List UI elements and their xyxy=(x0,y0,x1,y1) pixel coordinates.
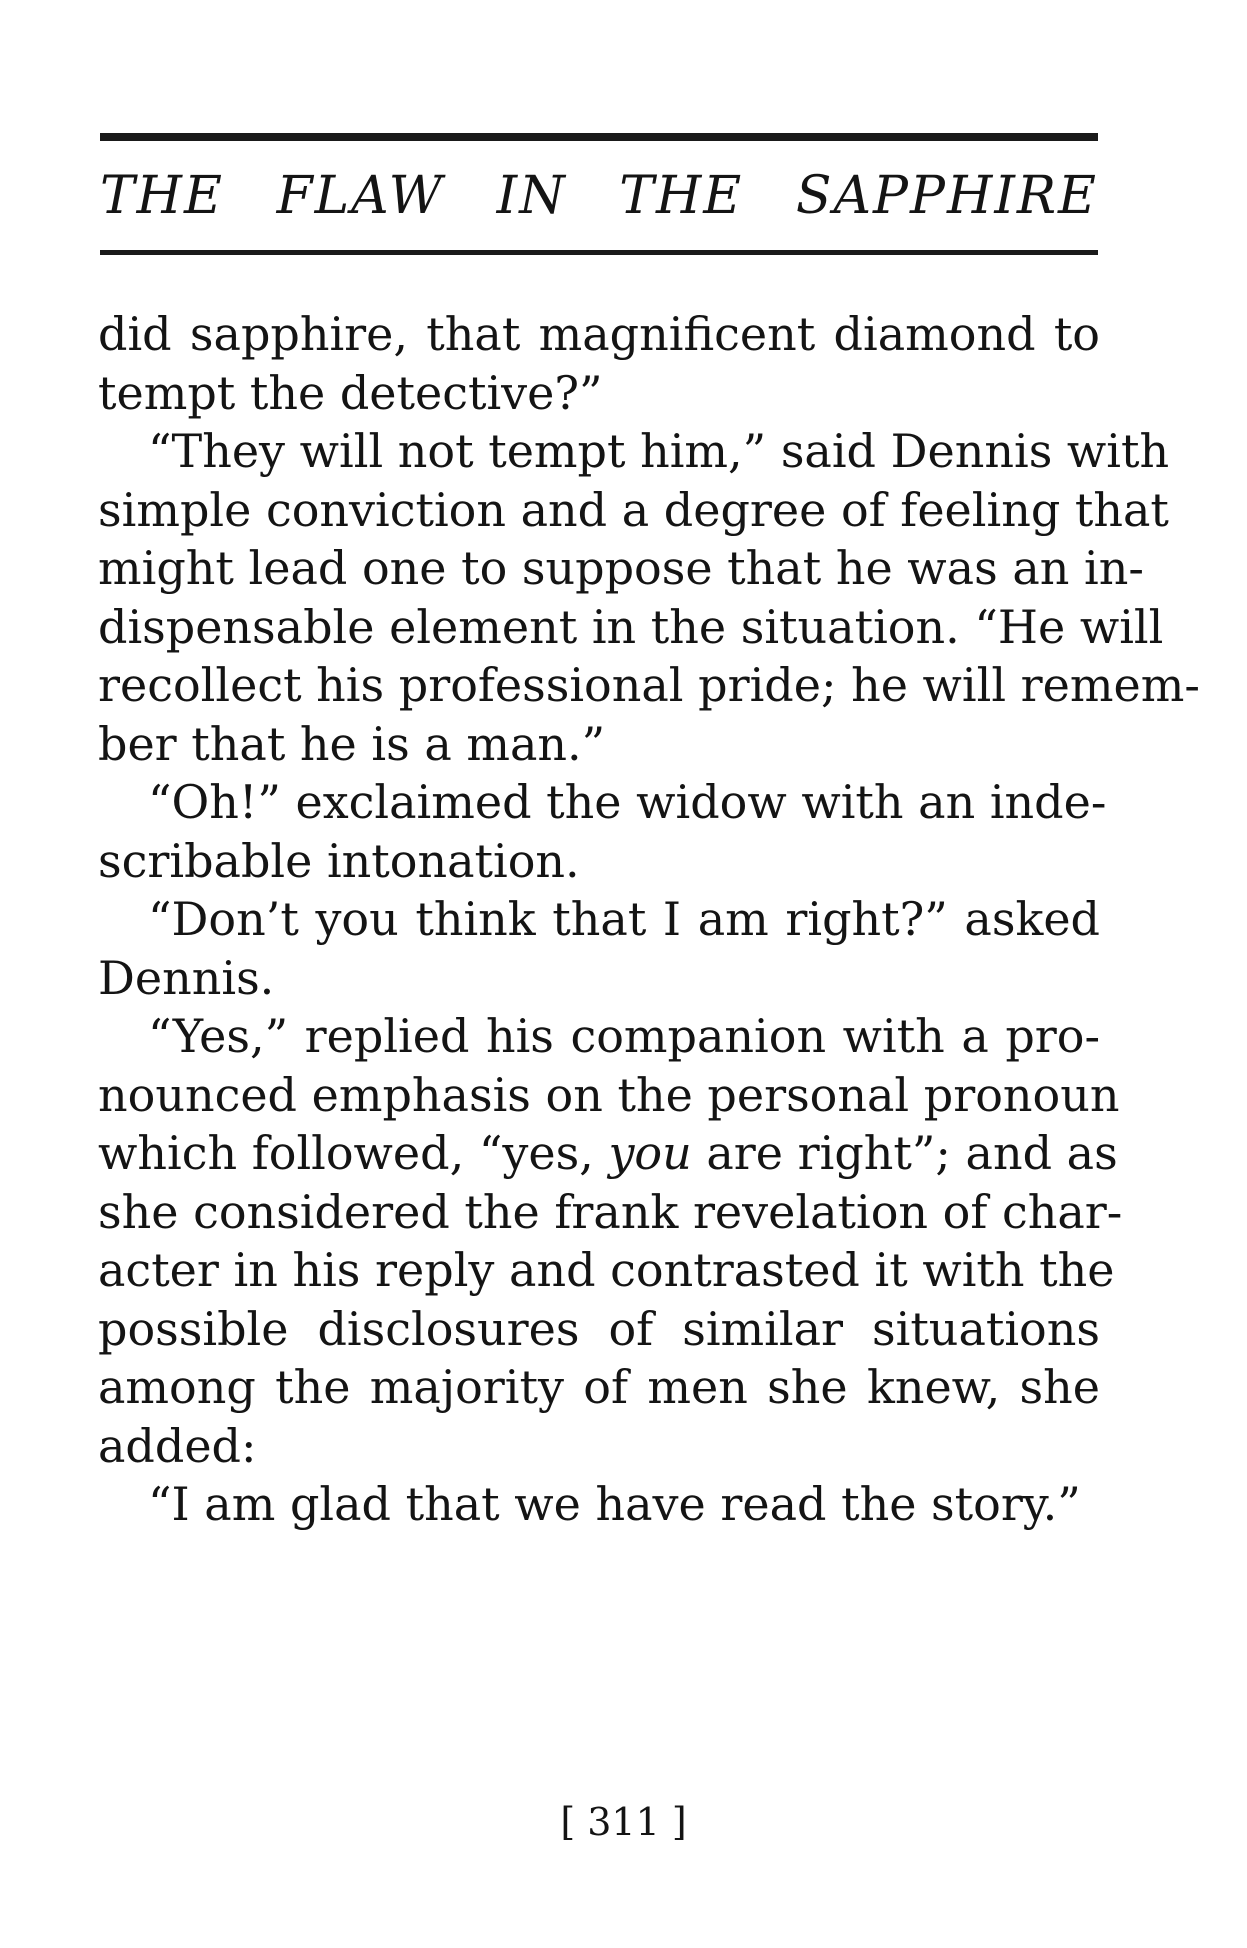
text-line: “Yes,” replied his companion with a pro- xyxy=(148,1009,1100,1063)
text-line: nounced emphasis on the personal pronoun xyxy=(98,1067,1120,1122)
italic-emphasis: you xyxy=(608,1126,692,1180)
text-line: dispensable element in the situation. “He will xyxy=(98,599,1164,654)
text-line: added: xyxy=(98,1418,257,1473)
text-line: acter in his reply and contrasted it with the xyxy=(98,1243,1115,1297)
text-line: “Don’t you think that I am right?” asked xyxy=(148,892,1100,946)
text-line: ber that he is a man.” xyxy=(98,716,606,771)
text-line: among the majority of men she knew, she xyxy=(98,1360,1100,1414)
text-line: did sapphire, that magnificent diamond to xyxy=(98,307,1100,361)
body-text xyxy=(98,305,1200,1534)
text-line: “Oh!” exclaimed the widow with an inde- xyxy=(148,775,1107,829)
text-line: simple conviction and a degree of feeling that xyxy=(98,482,1169,537)
text-line: might lead one to suppose that he was an in- xyxy=(98,541,1144,595)
page-number: [ 311 ] xyxy=(560,1800,687,1844)
text-line: she considered the frank revelation of char- xyxy=(98,1184,1123,1239)
running-head: THE FLAW IN THE SAPPHIRE xyxy=(100,166,1098,226)
text-line: Dennis. xyxy=(98,950,275,1005)
text-line: recollect his professional pride; he will remem- xyxy=(98,658,1200,712)
header-top-rule xyxy=(100,133,1098,141)
text-line: possible disclosures of similar situations xyxy=(98,1301,1100,1356)
text-line-with-italic xyxy=(98,1124,1118,1183)
text-segment: are right”; and as xyxy=(691,1126,1118,1180)
text-line: scribable intonation. xyxy=(98,833,580,888)
text-line: “I am glad that we have read the story.” xyxy=(148,1477,1081,1531)
text-segment: which followed, “yes, xyxy=(98,1126,609,1180)
text-line: “They will not tempt him,” said Dennis with xyxy=(148,424,1170,478)
text-line: tempt the detective?” xyxy=(98,365,603,420)
header-bottom-rule xyxy=(100,250,1098,255)
